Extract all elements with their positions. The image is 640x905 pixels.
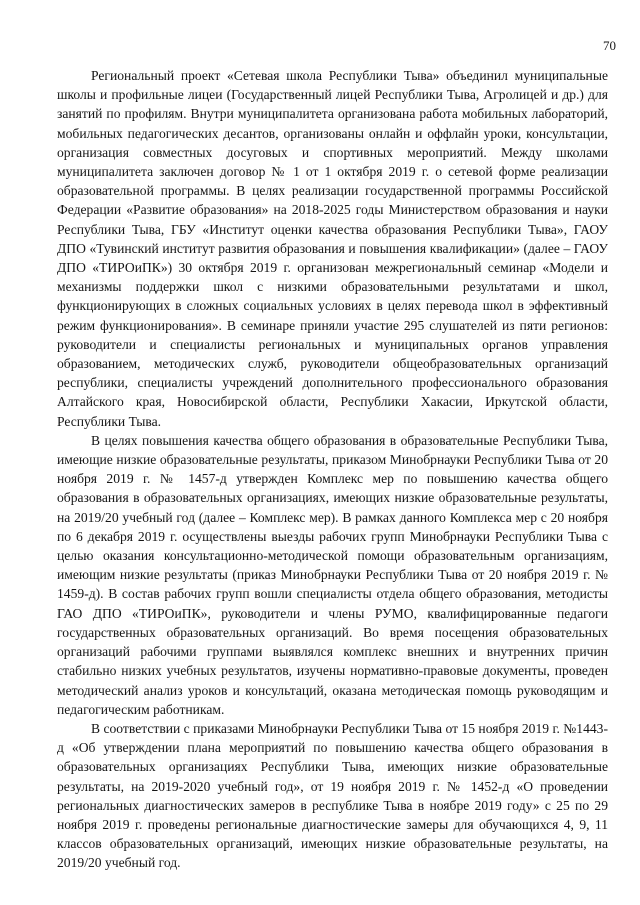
page-number: 70: [603, 38, 616, 53]
paragraph: Региональный проект «Сетевая школа Республики Тыва» объединил муниципальные школы и профильные лицеи (Государственный лицей Республики Тыва, Агролицей и др.) для занятий по профилям. Внутри муниципалитета организована работа мобильных лабораторий, мобильных педагогических десантов, организованы онлайн и оффлайн уроки, консультации, организация совместных досуговых и спортивных мероприятий. Между школами муниципалитета заключен договор № 1 от 1 октября 2019 г. о сетевой форме реализации образовательной программы. В целях реализации государственной программы Российской Федерации «Развитие образования» на 2018-2025 годы Министерством образования и науки Республики Тыва, ГБУ «Институт оценки качества образования Республики Тыва», ГАОУ ДПО «Тувинский институт развития образования и повышения квалификации» (далее – ГАОУ ДПО «ТИРОиПК») 30 октября 2019 г. организован межрегиональный семинар «Модели и механизмы поддержки школ с низкими образовательными результатами и школ, функционирующих в сложных социальных условиях в целях перевода школ в эффективный режим функционирования». В семинаре приняли участие 295 слушателей из пяти регионов: руководители и специалисты региональных и муниципальных органов управления образованием, методических служб, руководители общеобразовательных организаций республики, специалисты учреждений дополнительного профессионального образования Алтайского края, Новосибирской области, Республики Хакасии, Иркутской области, Республики Тыва.: [57, 68, 608, 429]
body-text: [57, 66, 608, 873]
paragraph: В соответствии с приказами Минобрнауки Республики Тыва от 15 ноября 2019 г. №1443-д «Об утверждении плана мероприятий по повышению качества общего образования в образовательных организациях Республики Тыва, имеющих низкие образовательные результаты, на 2019-2020 учебный год», от 19 ноября 2019 г. № 1452-д «О проведении региональных диагностических замеров в республике Тыва в ноябре 2019 году» с 25 по 29 ноября 2019 г. проведены региональные диагностические замеры для обучающихся 4, 9, 11 классов образовательных организаций, имеющих низкие образовательные результаты, на 2019/20 учебный год.: [57, 720, 608, 871]
paragraph: В целях повышения качества общего образования в образовательные Республики Тыва, имеющие низкие образовательные результаты, приказом Минобрнауки Республики Тыва от 20 ноября 2019 г. № 1457-д утвержден Комплекс мер по повышению качества общего образования в образовательных организациях, имеющих низкие образовательные результаты, на 2019/20 учебный год (далее – Комплекс мер). В рамках данного Комплекса мер с 20 ноября по 6 декабря 2019 г. осуществлены выезды рабочих групп Минобрнауки Республики Тыва с целью оказания консультационно-методической помощи образовательным организациям, имеющим низкие результаты (приказ Минобрнауки Республики Тыва от 20 ноября 2019 г. № 1459-д). В состав рабочих групп вошли специалисты отдела общего образования, методисты ГАО ДПО «ТИРОиПК», руководители и члены РУМО, квалифицированные педагоги государственных образовательных организаций. Во время посещения образовательных организаций рабочими группами выявлялся комплекс внешних и внутренних причин стабильно низких учебных результатов, изучены нормативно-правовые документы, проведен методический анализ уроков и консультаций, оказана методическая помощь руководящим и педагогическим работникам.: [57, 432, 608, 717]
